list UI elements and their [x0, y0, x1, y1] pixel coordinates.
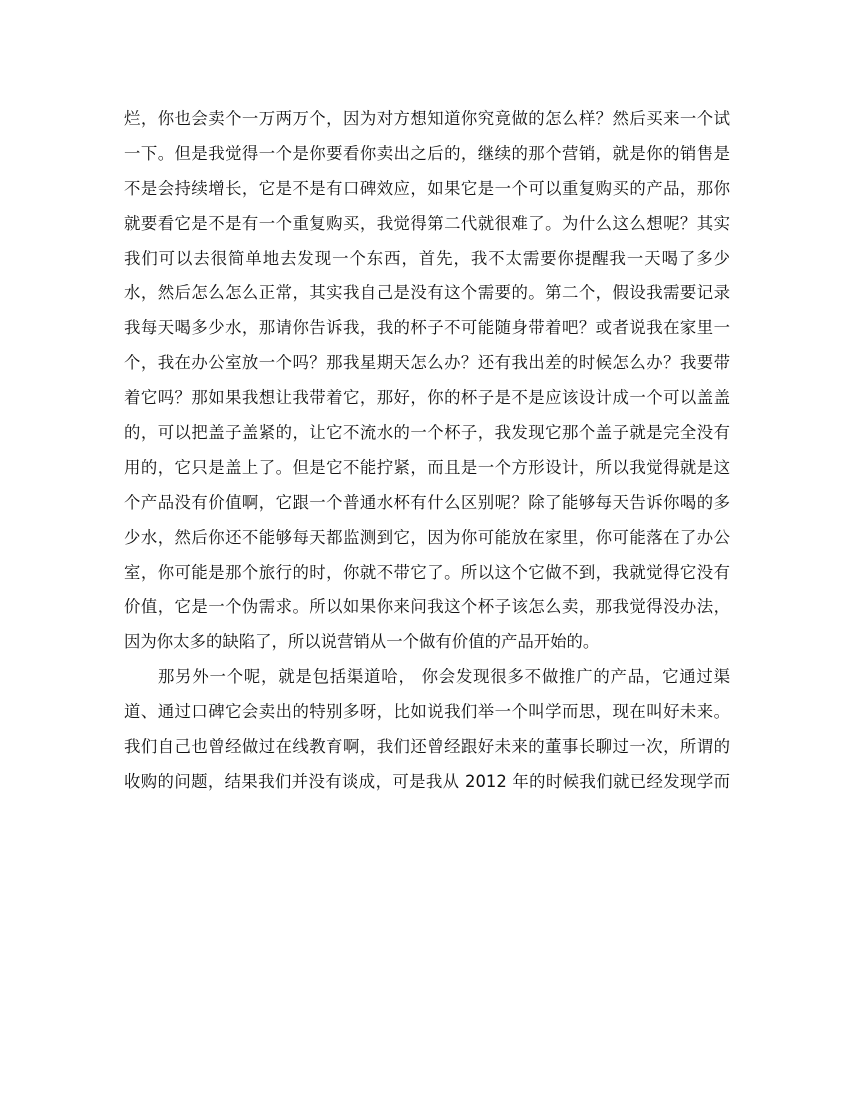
- text-line: 就要看它是不是有一个重复购买，我觉得第二代就很难了。为什么这么想呢？其实: [124, 213, 730, 233]
- body-text: [124, 102, 730, 800]
- text-line: 的，可以把盖子盖紧的，让它不流水的一个杯子，我发现它那个盖子就是完全没有: [124, 423, 730, 443]
- text-line: 个，我在办公室放一个吗？那我星期天怎么办？还有我出差的时候怎么办？我要带: [124, 353, 730, 373]
- text-line: 道、通过口碑它会卖出的特别多呀，比如说我们举一个叫学而思，现在叫好未来。: [124, 702, 730, 722]
- text-line: 用的，它只是盖上了。但是它不能拧紧，而且是一个方形设计，所以我觉得就是这: [124, 457, 730, 477]
- text-line: 室，你可能是那个旅行的时，你就不带它了。所以这个它做不到，我就觉得它没有: [124, 562, 730, 582]
- text-line: 我们自己也曾经做过在线教育啊，我们还曾经跟好未来的董事长聊过一次，所谓的: [124, 737, 730, 757]
- text-line: 我们可以去很简单地去发现一个东西，首先，我不太需要你提醒我一天喝了多少: [124, 248, 730, 268]
- text-line: 不是会持续增长，它是不是有口碑效应，如果它是一个可以重复购买的产品，那你: [124, 178, 730, 198]
- text-line: 我每天喝多少水，那请你告诉我，我的杯子不可能随身带着吧？或者说我在家里一: [124, 318, 730, 338]
- paragraph-end-line: 因为你太多的缺陷了，所以说营销从一个做有价值的产品开始的。: [124, 632, 600, 652]
- text-line: 烂，你也会卖个一万两万个，因为对方想知道你究竟做的怎么样？然后买来一个试: [124, 109, 730, 128]
- text-line: 一下。但是我觉得一个是你要看你卖出之后的，继续的那个营销，就是你的销售是: [124, 143, 730, 163]
- text-line: 水，然后怎么怎么正常，其实我自己是没有这个需要的。第二个，假设我需要记录: [124, 283, 730, 303]
- paragraph-start-line: 那另外一个呢，就是包括渠道哈， 你会发现很多不做推广的产品，它通过渠: [158, 667, 730, 687]
- text-line: 少水，然后你还不能够每天都监测到它，因为你可能放在家里，你可能落在了办公: [124, 527, 730, 547]
- text-line: 着它吗？那如果我想让我带着它，那好，你的杯子是不是应该设计成一个可以盖盖: [124, 388, 730, 408]
- text-line: 价值，它是一个伪需求。所以如果你来问我这个杯子该怎么卖，那我觉得没办法，: [124, 597, 730, 617]
- text-line: 个产品没有价值啊，它跟一个普通水杯有什么区别呢？除了能够每天告诉你喝的多: [124, 492, 730, 512]
- text-line: 收购的问题，结果我们并没有谈成，可是我从 2012 年的时候我们就已经发现学而: [124, 771, 730, 791]
